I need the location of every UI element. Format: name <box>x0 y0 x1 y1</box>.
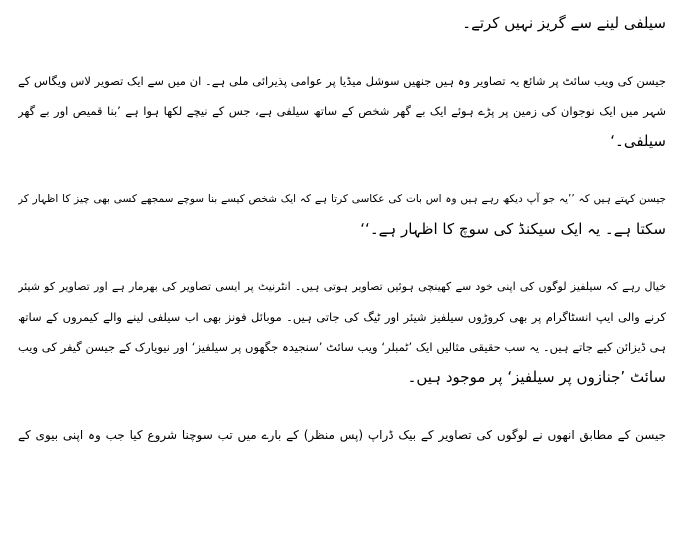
paragraph-5 <box>18 420 666 450</box>
paragraph-1 <box>18 8 666 38</box>
paragraph-gap <box>18 392 666 420</box>
text-line: سکتا ہے۔ یہ ایک سیکنڈ کی سوچ کا اظہار ہے۔‘‘ <box>360 220 666 238</box>
paragraph-2 <box>18 66 666 156</box>
text-line: ہی ڈیزائن کیے جاتے ہیں۔ یہ سب حقیقی مثالیں ایک ’ٹمبلر‘ ویب سائٹ ’سنجیدہ جگھوں پر سیلفیز‘ اور نیویارک کے جیسن گیفر کی ویب <box>18 340 666 354</box>
text-line: جیسن کی ویب سائٹ پر شائع یہ تصاویر وہ ہیں جنھیں سوشل میڈیا پر عوامی پذیرائی ملی ہے۔ ان میں سے ایک تصویر لاس ویگاس کے <box>18 74 666 88</box>
text-line: جیسن کہتے ہیں کہ ’’یہ جو آپ دیکھ رہے ہیں وہ اس بات کی عکاسی کرتا ہے کہ ایک شخص کیسے بنا سوچے سمجھے کسی بھی چیز کا اظہار کر <box>18 193 666 205</box>
text-line: خیال رہے کہ سیلفیز لوگوں کی اپنی خود سے کھینچی ہوئیں تصاویر ہوتی ہیں۔ انٹرنیٹ پر ایسی تصاویر کی بھرمار ہے اور تصاویر کو شیئر <box>18 280 666 293</box>
paragraph-4 <box>18 272 666 392</box>
text-line: سیلفی۔‘ <box>610 132 666 150</box>
clipped-previous-line <box>18 0 666 8</box>
article-body <box>18 0 666 450</box>
text-line: سیلفی لینے سے گریز نہیں کرتے۔ <box>462 14 666 32</box>
text-line: شہر میں ایک نوجوان کی زمین پر پڑے ہوئے ایک بے گھر شخص کے ساتھ سیلفی ہے، جس کے نیچے لکھا ہوا ہے ’بنا قمیص اور بے گھر <box>18 104 666 118</box>
paragraph-gap <box>18 38 666 66</box>
paragraph-gap <box>18 156 666 184</box>
text-line: سائٹ ’جنازوں پر سیلفیز‘ پر موجود ہیں۔ <box>407 368 666 386</box>
paragraph-3 <box>18 184 666 244</box>
paragraph-gap <box>18 244 666 272</box>
text-line: جیسن کے مطابق انھوں نے لوگوں کی تصاویر کے بیک ڈراپ (پس منظر) کے بارے میں تب سوچنا شروع کیا جب وہ اپنی بیوی کے <box>18 428 666 442</box>
text-line: کرنے والی ایپ انسٹاگرام پر بھی کروڑوں سیلفیز شیئر اور ٹیگ کی جاتی ہیں۔ موبائل فونز بھی اب سیلفی لینے والے کیمروں کے ساتھ <box>18 310 666 324</box>
